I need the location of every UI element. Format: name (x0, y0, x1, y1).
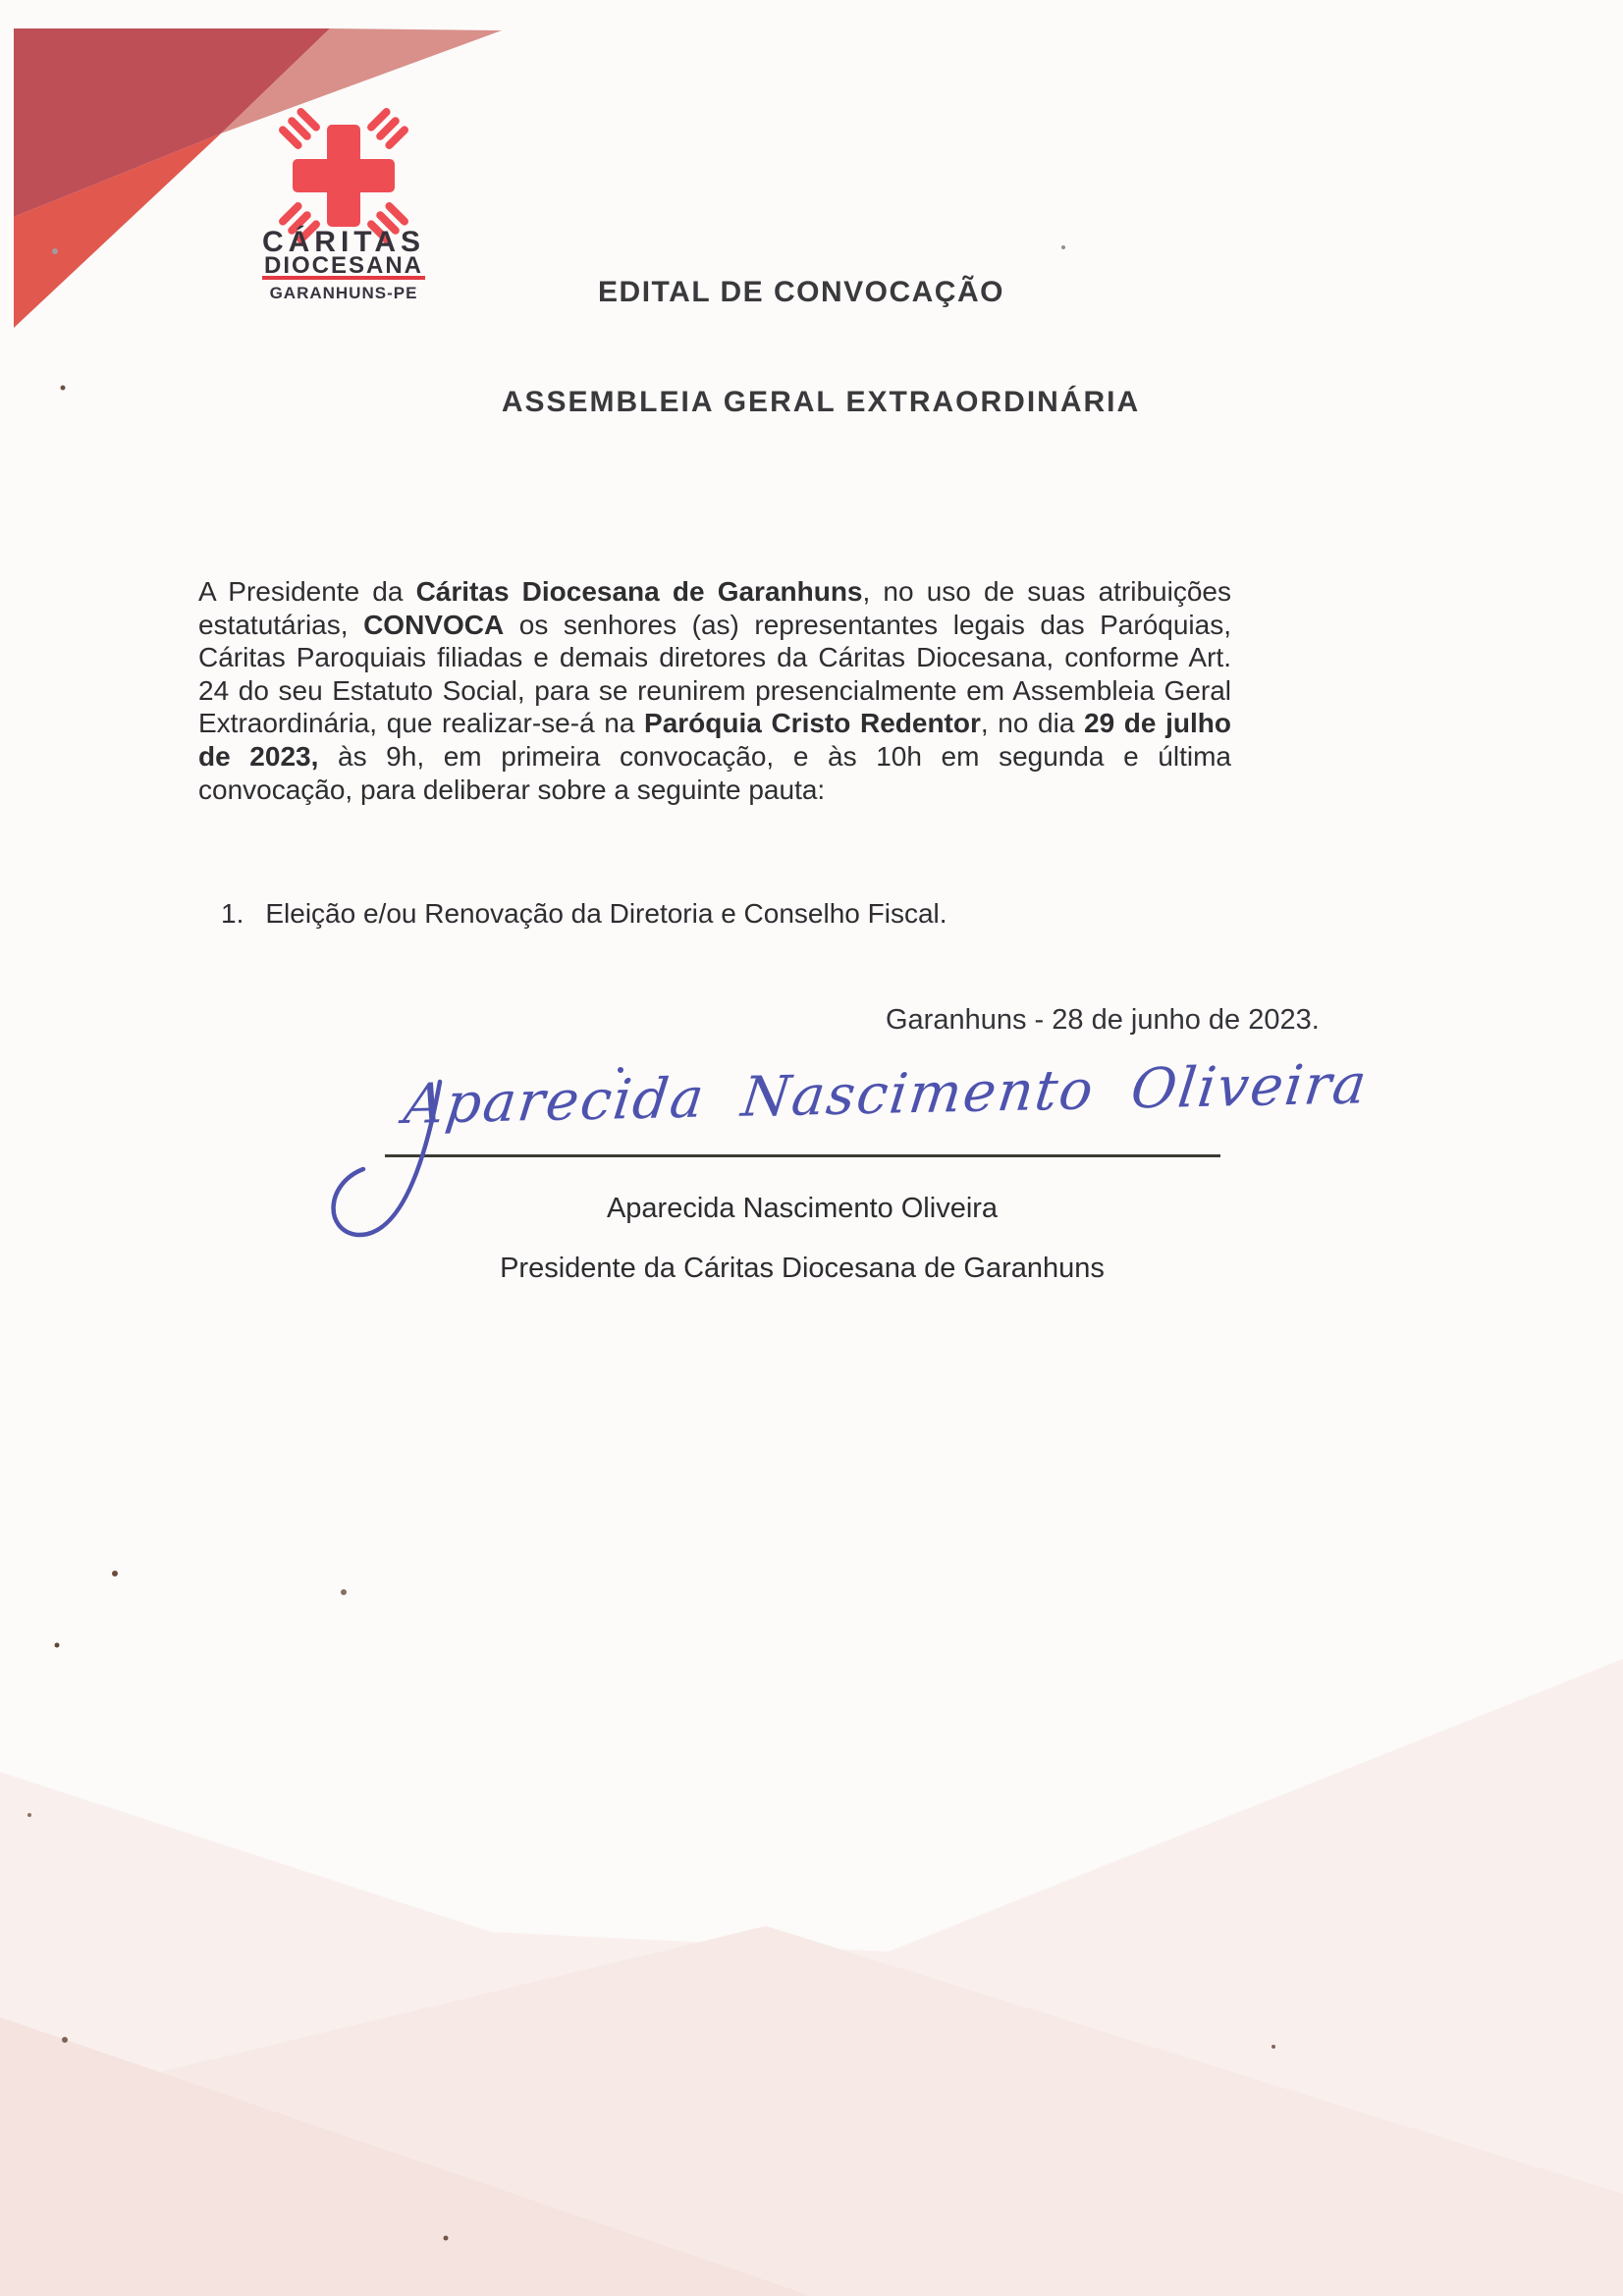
document-subtitle: ASSEMBLEIA GERAL EXTRAORDINÁRIA (501, 386, 1141, 418)
logo-diocesana-text: DIOCESANA (263, 252, 424, 279)
agenda-item (221, 898, 947, 930)
convocation-paragraph: A Presidente da Cáritas Diocesana de Garanhuns, no uso de suas atribuições estatutárias, CONVOCA os senhores (as) representantes legais das Paróquias, Cáritas Paroquiais filiadas e demais diretores da Cáritas Diocesana, conforme Art. 24 do seu Estatuto Social, para se reunirem presencialmente em Assembleia Geral Extraordinária, que realizar-se-á na Paróquia Cristo Redentor, no dia 29 de julho de 2023, às 9h, em primeira convocação, e às 10h em segunda e última convocação, para deliberar sobre a seguinte pauta: (198, 576, 1231, 805)
bottom-corner-decoration (0, 1659, 1623, 2296)
top-corner-decoration (14, 28, 502, 328)
handwritten-signature: Aparecida Nascimento Oliveira (401, 1052, 1372, 1137)
dark-red-triangle (14, 28, 330, 217)
agenda-item-number: 1. (221, 898, 244, 929)
signature-line (385, 1154, 1220, 1157)
caritas-cross-icon (277, 106, 409, 244)
agenda-item-text: Eleição e/ou Renovação da Diretoria e Conselho Fiscal. (265, 898, 947, 929)
document-title: EDITAL DE CONVOCAÇÃO (598, 276, 1004, 308)
dateline: Garanhuns - 28 de junho de 2023. (886, 1004, 1320, 1036)
signer-name: Aparecida Nascimento Oliveira (606, 1193, 999, 1224)
signer-role: Presidente da Cáritas Diocesana de Garanhuns (500, 1253, 1105, 1284)
logo-garanhuns-text: GARANHUNS-PE (269, 284, 418, 302)
logo-caritas-text: CÁRITAS (261, 226, 426, 258)
